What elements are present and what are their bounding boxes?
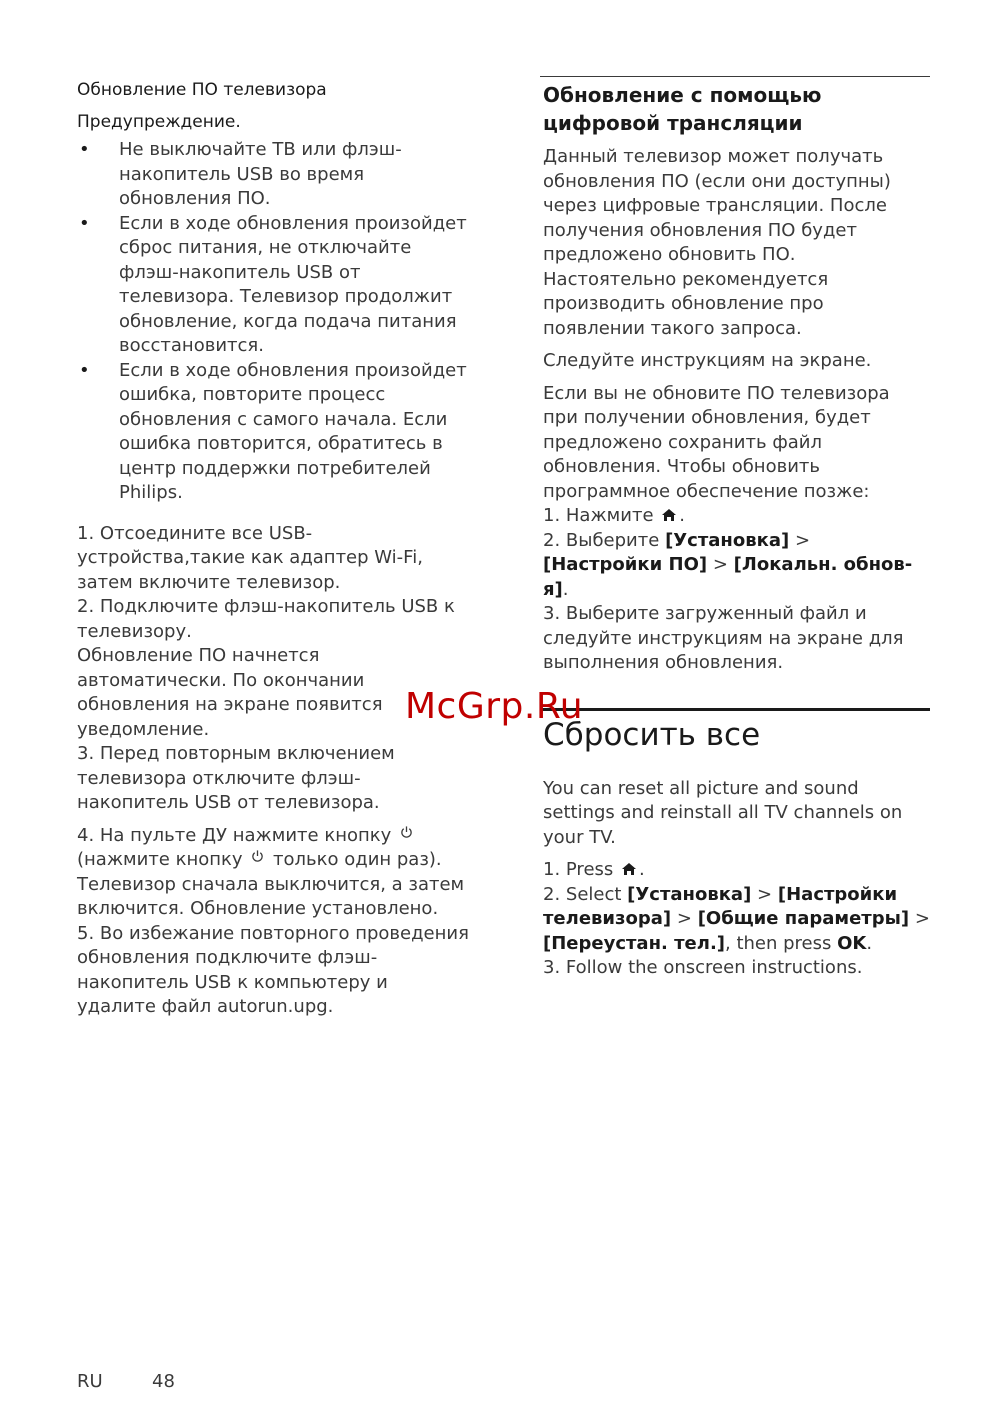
step-1: 1. Нажмите . — [543, 505, 685, 526]
ok-key-label: OK — [837, 932, 867, 954]
step-3: 3. Выберите загруженный файл и следуйте инструкциям на экране для выполнения обновления. — [543, 603, 904, 673]
section-title-digital-broadcast: Обновление с помощью цифровой трансляции — [543, 83, 822, 135]
section-title-software-update: Обновление ПО телевизора — [77, 80, 327, 100]
menu-path-item: [Установка] — [665, 529, 790, 551]
step-2: 2. Выберите [Установка] > [Настройки ПО] > [Локальн. обнов-я]. — [543, 529, 913, 600]
paragraph: Данный телевизор может получать обновления ПО (если они доступны) через цифровые трансляции. После получения обновления ПО будет предложено обновить ПО. Настоятельно рекомендуется производить обновление про появлении такого запроса. — [543, 146, 891, 339]
paragraph: You can reset all picture and sound settings and reinstall all TV channels on your TV. — [543, 777, 903, 848]
paragraph: Если вы не обновите ПО телевизора при получении обновления, будет предложено сохранить файл обновления. Чтобы обновить программное обеспечение позже: — [543, 382, 890, 502]
page-number: 48 — [152, 1371, 175, 1392]
power-icon — [400, 825, 413, 839]
left-column — [77, 74, 472, 1020]
step-1: 1. Press . — [543, 859, 645, 880]
language-code: RU — [77, 1371, 103, 1392]
warning-list — [77, 138, 472, 506]
list-item: • Если в ходе обновления произойдет ошибка, повторите процесс обновления с самого начала. Если ошибка повторится, обратитесь в центр поддержки потребителей Philips. — [79, 359, 467, 503]
auto-update-note: Обновление ПО начнется автоматически. По окончании обновления на экране появится уведомление. — [77, 645, 383, 740]
section-title-reset-all: Сбросить все — [543, 716, 761, 753]
menu-path-item: [Общие параметры] — [697, 908, 910, 929]
menu-path-item: [Установка] — [627, 883, 752, 905]
step-5: 5. Во избежание повторного проведения обновления подключите флэш-накопитель USB к компьютеру и удалите файл autorun.upg. — [77, 922, 469, 1017]
power-icon — [251, 849, 264, 863]
step-3: 3. Follow the onscreen instructions. — [543, 957, 863, 978]
page-footer — [77, 1371, 175, 1392]
step-2: 2. Select [Установка] > [Настройки телевизора] > [Общие параметры] > [Переустан. тел.], then press OK. — [543, 883, 930, 954]
warning-label: Предупреждение. — [77, 112, 241, 132]
home-icon — [661, 508, 677, 522]
step-3: 3. Перед повторным включением телевизора отключите флэш-накопитель USB от телевизора. — [77, 743, 395, 813]
list-item: • Если в ходе обновления произойдет сброс питания, не отключайте флэш-накопитель USB от телевизора. Телевизор продолжит обновление, когда подача питания восстановится. — [79, 212, 467, 356]
menu-path-item: [Переустан. тел.] — [543, 932, 726, 954]
paragraph: Следуйте инструкциям на экране. — [543, 350, 872, 371]
step-4: 4. На пульте ДУ нажмите кнопку (нажмите кнопку только один раз). Телевизор сначала выключится, а затем включится. Обновление установлено. — [77, 824, 465, 919]
step-2: 2. Подключите флэш-накопитель USB к телевизору. — [77, 596, 455, 642]
menu-path-item: [Настройки ПО] — [543, 554, 708, 575]
menu-path-item: [Локальн. обнов-я] — [543, 554, 913, 600]
list-item: • Не выключайте ТВ или флэш-накопитель USB во время обновления ПО. — [79, 139, 402, 209]
watermark: McGrp.Ru — [405, 686, 584, 727]
step-1: 1. Отсоедините все USB-устройства,такие как адаптер Wi-Fi, затем включите телевизор. — [77, 522, 423, 593]
home-icon — [621, 862, 637, 876]
right-column — [540, 74, 930, 981]
menu-path-item: [Настройки телевизора] — [543, 883, 898, 929]
